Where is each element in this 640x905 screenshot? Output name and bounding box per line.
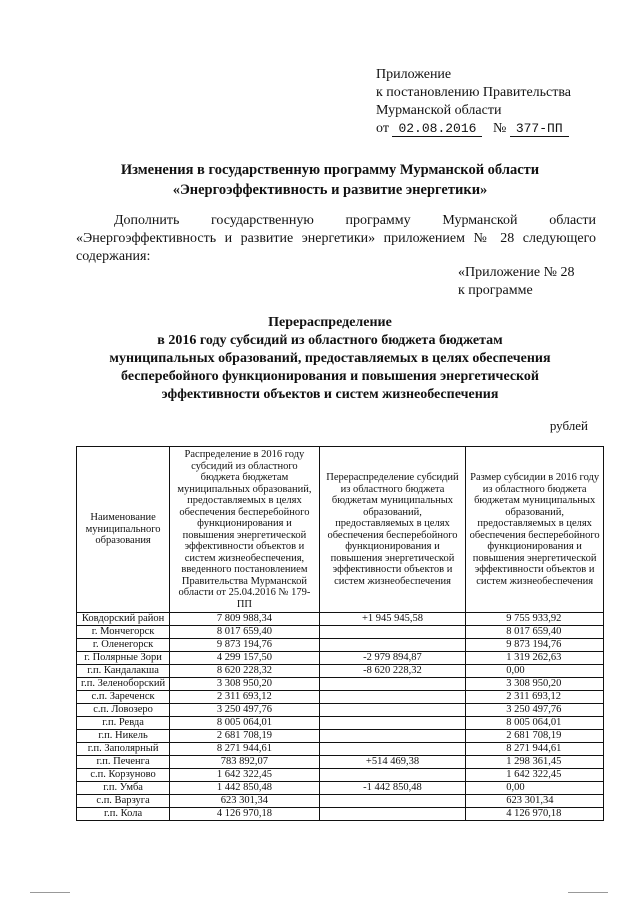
appendix-line-3: Мурманской области: [376, 103, 502, 118]
distribution-cell: 623 301,34: [170, 795, 320, 808]
municipality-name-cell: г.п. Никель: [77, 730, 170, 743]
subsidy-size-cell: 0,00: [466, 665, 604, 678]
municipality-name-cell: г. Оленегорск: [77, 639, 170, 652]
redistribution-cell: [319, 743, 466, 756]
subsidy-size-cell: 9 873 194,76: [466, 639, 604, 652]
redistribution-cell: +514 469,38: [319, 756, 466, 769]
redistribution-cell: [319, 769, 466, 782]
redistribution-cell: [319, 639, 466, 652]
header-municipality: Наименование муниципального образования: [77, 447, 170, 613]
bottom-rule-left: [30, 892, 70, 893]
subsidy-size-cell: 9 755 933,92: [466, 613, 604, 626]
subsidy-size-cell: 623 301,34: [466, 795, 604, 808]
table-row: [77, 730, 604, 743]
table-row: [77, 691, 604, 704]
table-row: [77, 652, 604, 665]
table-row: [77, 665, 604, 678]
municipality-name-cell: с.п. Варзуга: [77, 795, 170, 808]
intro-text: Дополнить государственную программу Мурманской области «Энергоэффективность и развитие энергетики» приложением № 28 следующего содержания:: [76, 213, 596, 264]
subsidy-size-cell: 1 298 361,45: [466, 756, 604, 769]
table-row: [77, 743, 604, 756]
header-redistribution: Перераспределение субсидий из областного бюджета бюджетам муниципальных образований, предоставляемых в целях обеспечения бесперебойного функционирования и повышения энергетической эффективности объектов и систем жизнеобеспечения: [319, 447, 466, 613]
table-row: [77, 808, 604, 821]
municipality-name-cell: г.п. Ревда: [77, 717, 170, 730]
date-prefix: от: [376, 121, 389, 136]
distribution-cell: 7 809 988,34: [170, 613, 320, 626]
main-title-line-3: муниципальных образований, предоставляемых в целях обеспечения: [109, 351, 551, 366]
redistribution-cell: [319, 717, 466, 730]
main-title-line-5: эффективности объектов и систем жизнеобеспечения: [161, 387, 499, 402]
number-prefix: №: [492, 121, 507, 136]
distribution-cell: 4 299 157,50: [170, 652, 320, 665]
header-distribution: Распределение в 2016 году субсидий из областного бюджета бюджетам муниципальных образований, предоставляемых в целях обеспечения бесперебойного функционирования и повышения энергетической эффективности объектов и систем жизнеобеспечения, введенного постановлением Правительства Мурманской области от 25.04.2016 № 179-ПП: [170, 447, 320, 613]
table-row: [77, 782, 604, 795]
appendix-line-2: к постановлению Правительства: [376, 85, 572, 100]
table-row: [77, 717, 604, 730]
table-row: [77, 678, 604, 691]
main-title: [60, 314, 600, 404]
table-row: [77, 795, 604, 808]
subsidy-size-cell: 8 271 944,61: [466, 743, 604, 756]
resolution-number: 377-ПП: [510, 121, 569, 137]
subsidy-size-cell: 2 681 708,19: [466, 730, 604, 743]
municipality-name-cell: г.п. Кандалакша: [77, 665, 170, 678]
redistribution-cell: [319, 704, 466, 717]
municipality-name-cell: г.п. Заполярный: [77, 743, 170, 756]
appendix-block: [376, 66, 571, 138]
changes-title: [60, 160, 600, 200]
redistribution-cell: [319, 795, 466, 808]
distribution-cell: 4 126 970,18: [170, 808, 320, 821]
distribution-cell: 9 873 194,76: [170, 639, 320, 652]
distribution-cell: 783 892,07: [170, 756, 320, 769]
redistribution-cell: [319, 626, 466, 639]
main-title-line-1: Перераспределение: [268, 315, 392, 330]
municipality-name-cell: г.п. Печенга: [77, 756, 170, 769]
distribution-cell: 8 620 228,32: [170, 665, 320, 678]
main-title-line-2: в 2016 году субсидий из областного бюджета бюджетам: [157, 333, 503, 348]
municipality-name-cell: г. Полярные Зори: [77, 652, 170, 665]
table-row: [77, 769, 604, 782]
subsidy-size-cell: 4 126 970,18: [466, 808, 604, 821]
subsidy-size-cell: 1 319 262,63: [466, 652, 604, 665]
bottom-rule-right: [568, 892, 608, 893]
distribution-cell: 3 250 497,76: [170, 704, 320, 717]
redistribution-cell: -8 620 228,32: [319, 665, 466, 678]
program-appendix: [458, 264, 575, 300]
subsidy-size-cell: 1 642 322,45: [466, 769, 604, 782]
subsidy-size-cell: 2 311 693,12: [466, 691, 604, 704]
subsidy-size-cell: 3 308 950,20: [466, 678, 604, 691]
redistribution-cell: +1 945 945,58: [319, 613, 466, 626]
subsidy-size-cell: 0,00: [466, 782, 604, 795]
table-row: [77, 756, 604, 769]
redistribution-cell: [319, 691, 466, 704]
municipality-name-cell: Ковдорский район: [77, 613, 170, 626]
appendix-date-line: [376, 120, 571, 138]
municipality-name-cell: г.п. Зеленоборский: [77, 678, 170, 691]
redistribution-cell: [319, 678, 466, 691]
municipality-name-cell: с.п. Корзуново: [77, 769, 170, 782]
changes-title-line-2: «Энергоэффективность и развитие энергетики»: [172, 182, 488, 198]
municipality-name-cell: г.п. Кола: [77, 808, 170, 821]
distribution-cell: 3 308 950,20: [170, 678, 320, 691]
resolution-date: 02.08.2016: [392, 121, 482, 137]
distribution-cell: 2 311 693,12: [170, 691, 320, 704]
changes-title-line-1: Изменения в государственную программу Мурманской области: [120, 162, 540, 178]
subsidy-size-cell: 3 250 497,76: [466, 704, 604, 717]
municipality-name-cell: г. Мончегорск: [77, 626, 170, 639]
program-appendix-line-2: к программе: [458, 283, 533, 298]
distribution-cell: 1 642 322,45: [170, 769, 320, 782]
table-row: [77, 639, 604, 652]
subsidy-size-cell: 8 005 064,01: [466, 717, 604, 730]
table-row: [77, 613, 604, 626]
distribution-cell: 8 005 064,01: [170, 717, 320, 730]
municipality-name-cell: с.п. Зареченск: [77, 691, 170, 704]
subsidy-size-cell: 8 017 659,40: [466, 626, 604, 639]
intro-paragraph: [76, 212, 596, 266]
subsidy-table: [76, 446, 604, 821]
municipality-name-cell: с.п. Ловозеро: [77, 704, 170, 717]
redistribution-cell: -1 442 850,48: [319, 782, 466, 795]
main-title-line-4: бесперебойного функционирования и повышения энергетической: [121, 369, 539, 384]
header-subsidy-size: Размер субсидии в 2016 году из областного бюджета бюджетам муниципальных образований, предоставляемых в целях обеспечения бесперебойного функционирования и повышения энергетической эффективности объектов и систем жизнеобеспечения: [466, 447, 604, 613]
distribution-cell: 1 442 850,48: [170, 782, 320, 795]
distribution-cell: 2 681 708,19: [170, 730, 320, 743]
table-header-row: [77, 447, 604, 613]
distribution-cell: 8 017 659,40: [170, 626, 320, 639]
program-appendix-line-1: «Приложение № 28: [458, 265, 575, 280]
redistribution-cell: [319, 730, 466, 743]
distribution-cell: 8 271 944,61: [170, 743, 320, 756]
redistribution-cell: [319, 808, 466, 821]
table-row: [77, 626, 604, 639]
appendix-line-1: Приложение: [376, 67, 452, 82]
redistribution-cell: -2 979 894,87: [319, 652, 466, 665]
units-label: рублей: [549, 418, 588, 433]
table-row: [77, 704, 604, 717]
municipality-name-cell: г.п. Умба: [77, 782, 170, 795]
